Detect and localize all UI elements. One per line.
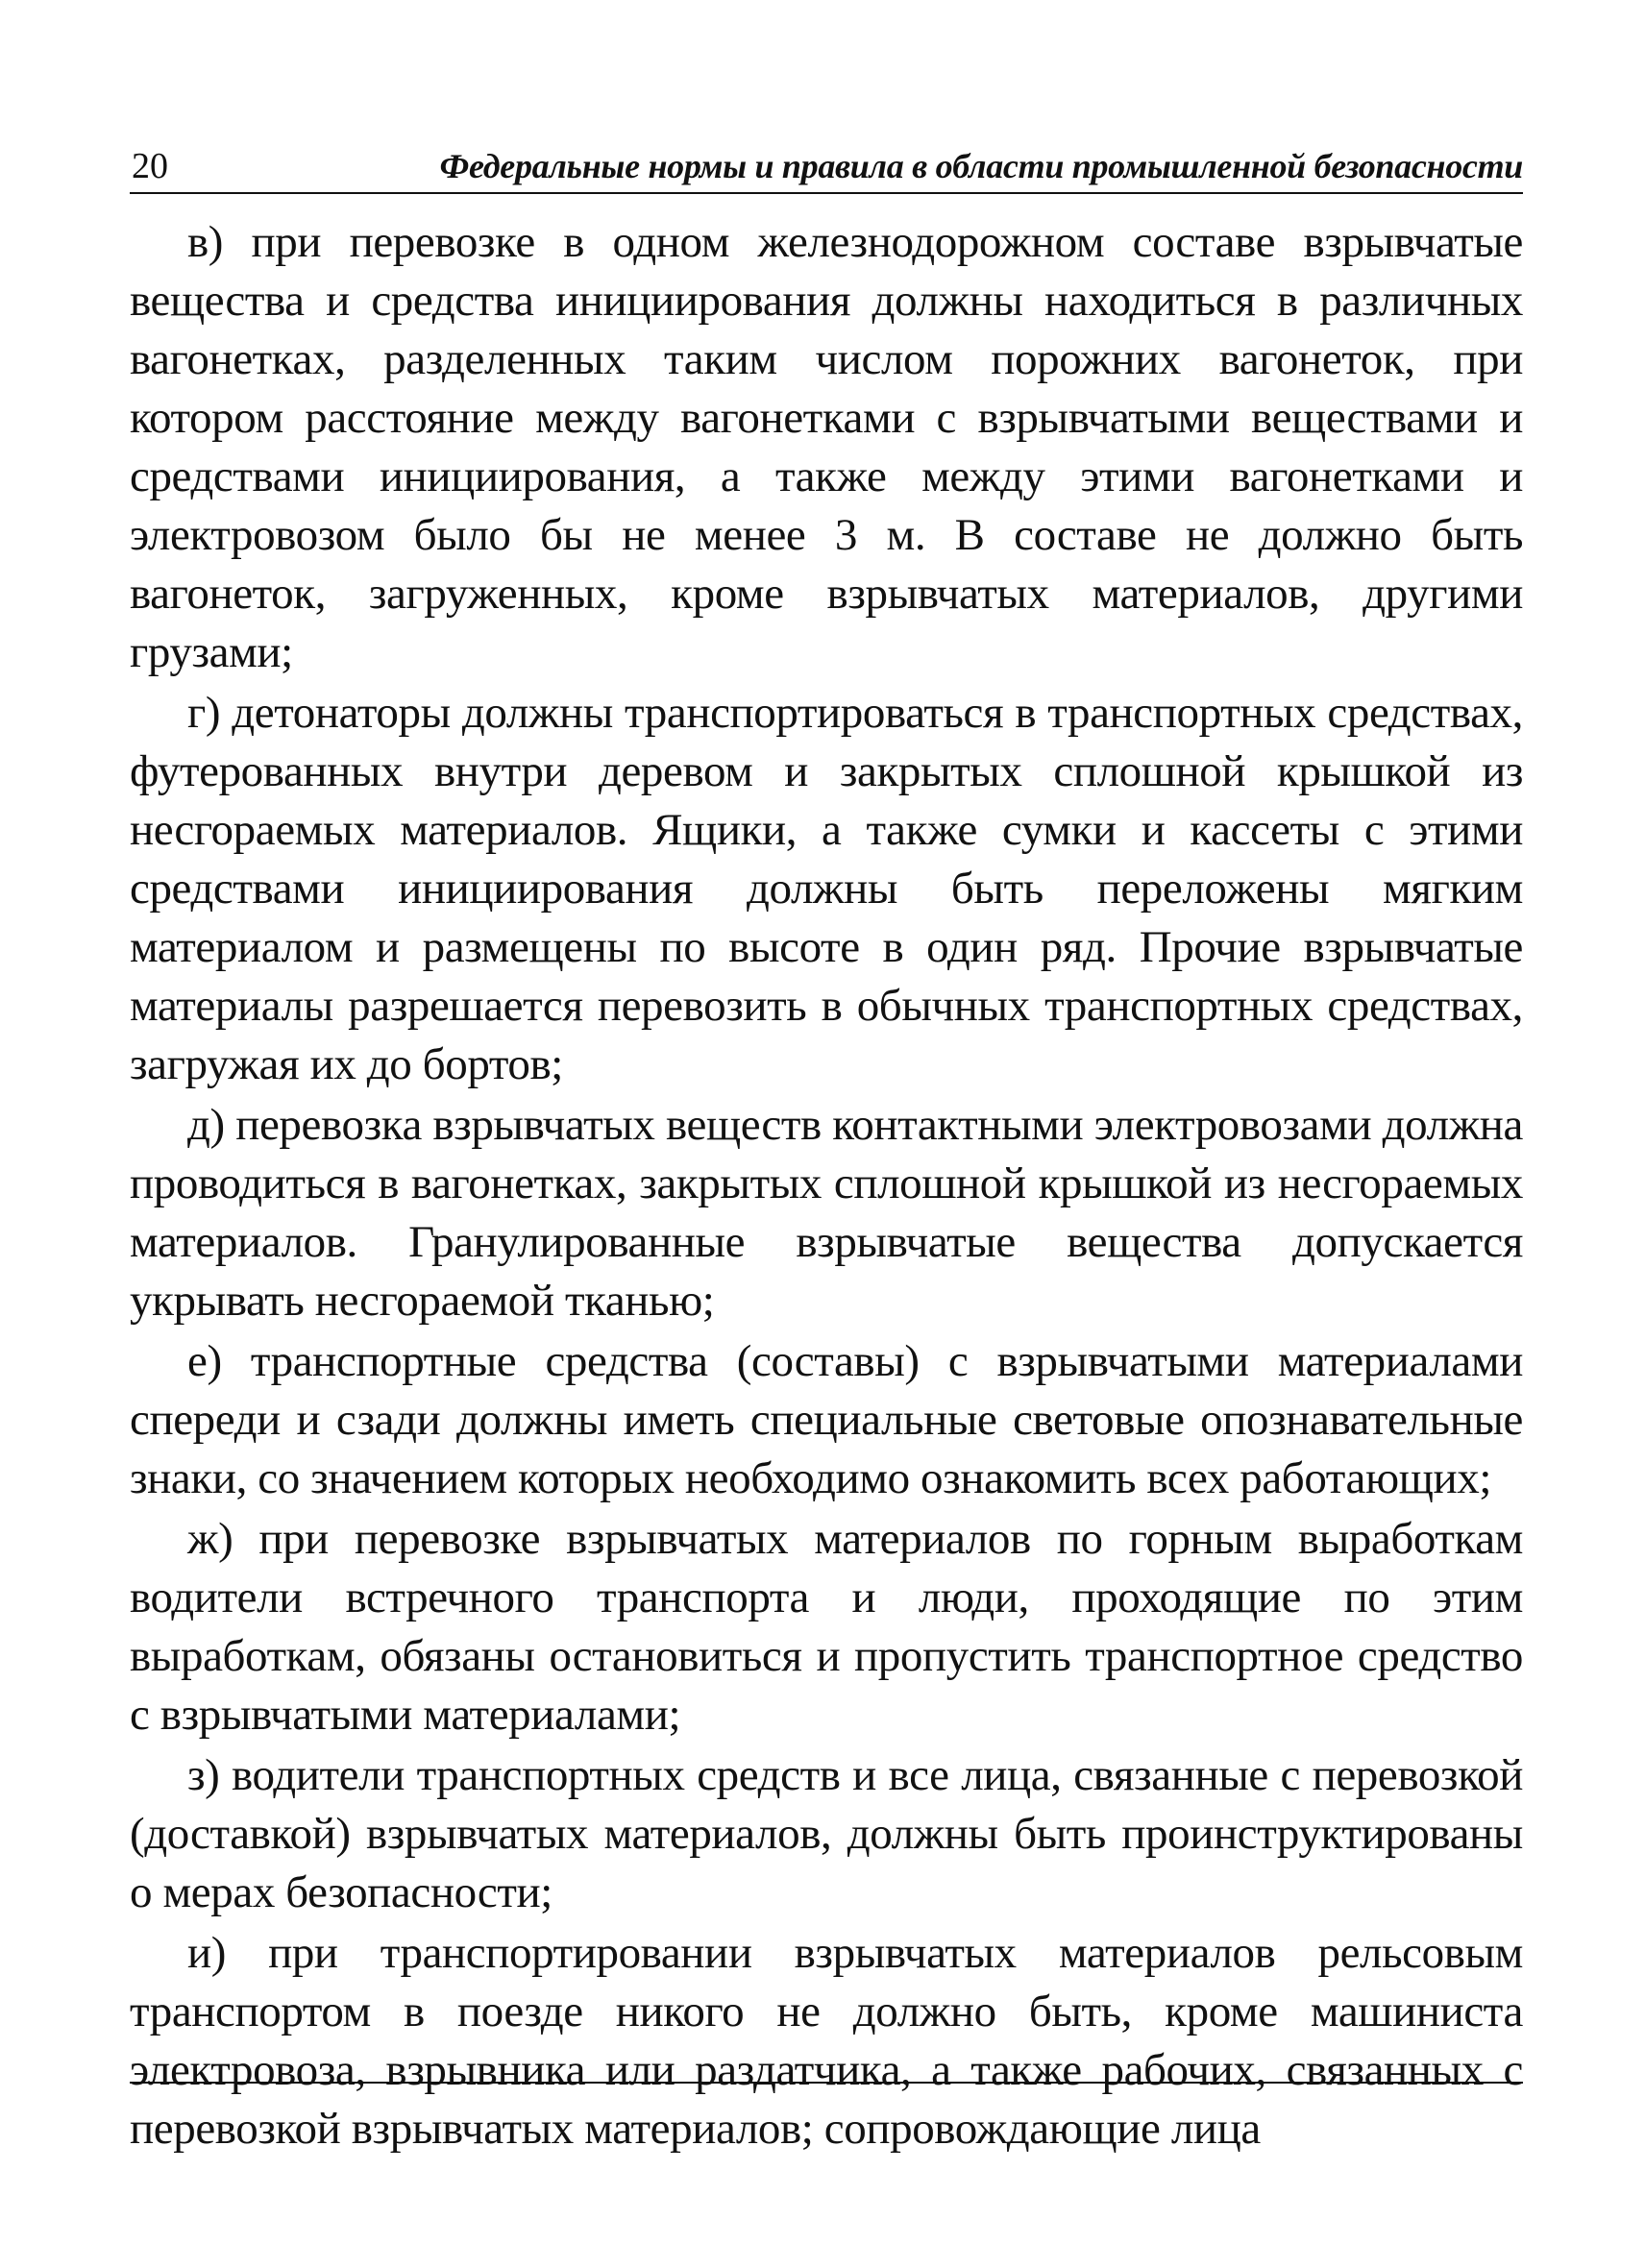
- paragraph-z: з) водители транспортных средств и все лица, связанные с перевозкой (доставкой) взрывчатых материалов, должны быть проинструктированы о мерах безопасности;: [130, 1750, 1523, 1917]
- paragraph-zh: ж) при перевозке взрывчатых материалов по горным выработкам водители встречного транспорта и люди, проходящие по этим выработкам, обязаны остановиться и пропустить транспортное средство с взрывчатыми материалами;: [130, 1514, 1523, 1740]
- page-header: [130, 144, 1523, 194]
- paragraph-v: в) при перевозке в одном железнодорожном составе взрывчатые вещества и средства инициирования должны находиться в различных вагонетках, разделенных таким числом порожних вагонеток, при котором расстояние между вагонетками с взрывчатыми веществами и средствами инициирования, а также между этими вагонетками и электровозом было бы не менее 3 м. В составе не должно быть вагонеток, загруженных, кроме взрывчатых материалов, другими грузами;: [130, 217, 1523, 677]
- paragraph-g: г) детонаторы должны транспортироваться в транспортных средствах, футерованных внутри деревом и закрытых сплошной крышкой из несгораемых материалов. Ящики, а также сумки и кассеты с этими средствами инициирования должны быть переложены мягким материалом и размещены по высоте в один ряд. Прочие взрывчатые материалы разрешается перевозить в обычных транспортных средствах, загружая их до бортов;: [130, 688, 1523, 1089]
- page-number: 20: [132, 146, 168, 186]
- paragraph-d: д) перевозка взрывчатых веществ контактными электровозами должна проводиться в вагонетках, закрытых сплошной крышкой из несгораемых материалов. Гранулированные взрывчатые вещества допускается укрывать несгораемой тканью;: [130, 1100, 1523, 1326]
- footer-rule: [130, 2082, 1523, 2084]
- paragraph-i: и) при транспортировании взрывчатых материалов рельсовым транспортом в поезде никого не должно быть, кроме машиниста электровоза, взрывника или раздатчика, а также рабочих, связанных с перевозкой взрывчатых материалов; сопровождающие лица: [130, 1928, 1523, 2154]
- paragraph-e: е) транспортные средства (составы) с взрывчатыми материалами спереди и сзади должны иметь специальные световые опознавательные знаки, со значением которых необходимо ознакомить всех работающих;: [130, 1336, 1523, 1503]
- running-title: Федеральные нормы и правила в области промышленной безопасности: [439, 147, 1523, 185]
- body-text: [130, 213, 1523, 2158]
